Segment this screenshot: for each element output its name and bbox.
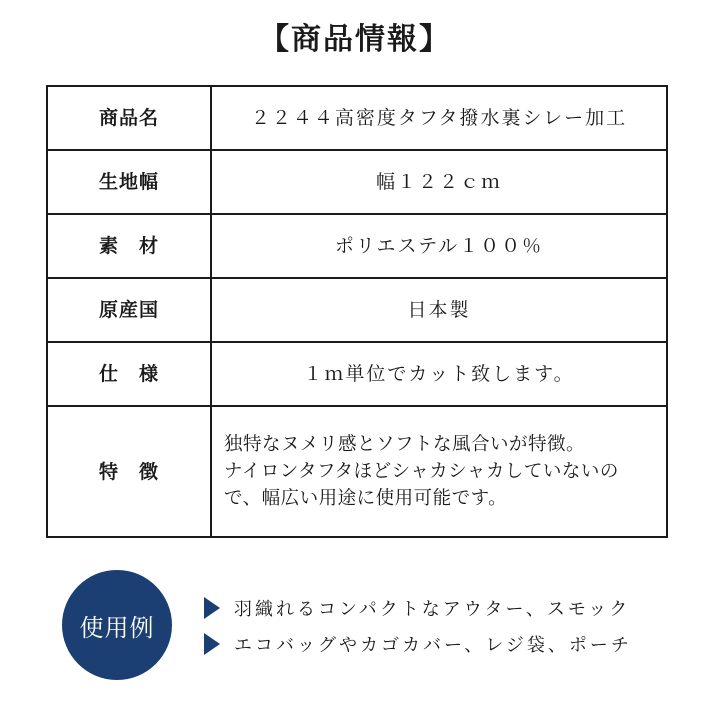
spec-value-line: 幅１２２ｃｍ	[375, 171, 502, 193]
usage-badge	[62, 570, 172, 680]
usage-item	[204, 626, 632, 662]
spec-value-line: ２２４４高密度タフタ撥水裏シレー加工	[250, 107, 628, 129]
spec-row-product-name	[47, 86, 667, 150]
spec-label: 原産国	[47, 278, 211, 342]
spec-label: 生地幅	[47, 150, 211, 214]
spec-label: 商品名	[47, 86, 211, 150]
spec-value-line: ナイロンタフタほどシャカシャカしていないの	[224, 461, 619, 482]
spec-value-line: 独特なヌメリ感とソフトな風合いが特徴。	[224, 434, 586, 455]
usage-badge-label: 使用例	[79, 613, 155, 642]
spec-value	[211, 214, 667, 278]
spec-value-line: １ｍ単位でカット致します。	[303, 363, 575, 385]
spec-value-line: 日本製	[407, 299, 471, 321]
spec-label: 素 材	[47, 214, 211, 278]
spec-value	[211, 342, 667, 406]
spec-label: 特 徴	[47, 406, 211, 537]
usage-list	[204, 590, 632, 662]
spec-value-line: で、幅広い用途に使用可能です。	[224, 488, 508, 509]
usage-item-label: エコバッグやカゴカバー、レジ袋、ポーチ	[234, 635, 632, 656]
spec-value	[211, 150, 667, 214]
spec-row-specification	[47, 342, 667, 406]
spec-value	[211, 86, 667, 150]
page-title: 【商品情報】	[259, 22, 451, 57]
spec-row-features	[47, 406, 667, 537]
spec-label: 仕 様	[47, 342, 211, 406]
usage-item	[204, 590, 632, 626]
spec-value	[211, 406, 667, 537]
spec-row-fabric-width	[47, 150, 667, 214]
spec-value	[211, 278, 667, 342]
spec-value-line: ポリエステル１００％	[334, 235, 544, 257]
spec-row-origin	[47, 278, 667, 342]
spec-row-material	[47, 214, 667, 278]
product-info-table	[46, 85, 668, 538]
triangle-right-icon	[204, 597, 220, 619]
usage-item-label: 羽織れるコンパクトなアウター、スモック	[234, 599, 631, 620]
triangle-right-icon	[204, 633, 220, 655]
